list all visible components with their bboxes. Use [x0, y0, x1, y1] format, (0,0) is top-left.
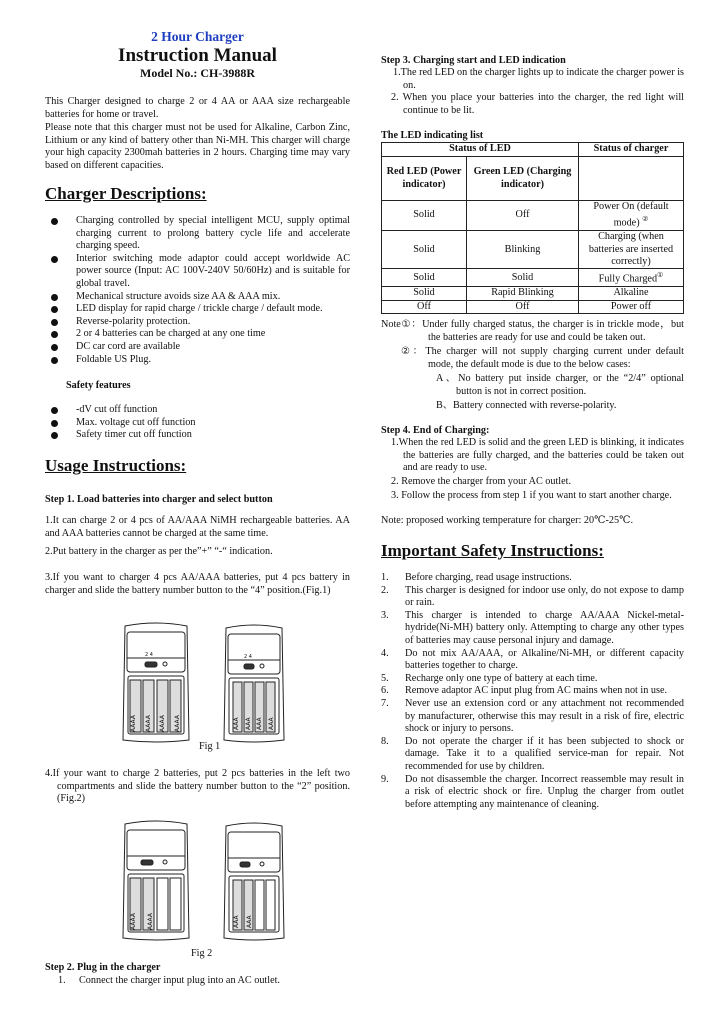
- step4-item-2: 2. Remove the charger from your AC outlet.: [391, 476, 572, 487]
- step2-item: Connect the charger input plug into an AC outlet.: [79, 975, 280, 986]
- table-row: [382, 287, 684, 300]
- table-cell: Off: [467, 201, 579, 231]
- list-item: Reverse-polarity protection.: [51, 316, 350, 329]
- bullet-icon: [51, 218, 58, 225]
- battery-label: AAAA: [130, 715, 137, 732]
- list-item: 3. This charger is intended to charge AA/AAA Nickel-metal-hydride(Ni-MH) battery only. Attempting to charge any other types of batteries may cause personal injury and damage.: [381, 609, 684, 646]
- battery-label: AAAA: [144, 715, 152, 732]
- table-row: [382, 269, 684, 287]
- table-row: [382, 157, 684, 201]
- switch-label: 2 4: [145, 652, 153, 658]
- note-2: ②：The charger will not supply charging current under default mode, the default mode is due to the below cases:: [401, 346, 684, 370]
- bullet-icon: [51, 319, 58, 326]
- step4-item-3: 3. Follow the process from step 1 if you want to start another charge.: [391, 490, 672, 501]
- battery-label: AAA: [233, 717, 240, 730]
- table-cell: Solid: [467, 269, 579, 287]
- step3-item-1: 1.The red LED on the charger lights up to indicate the charger power is on.: [393, 67, 684, 91]
- charger-illustration-aaa: [220, 624, 288, 744]
- step4-heading: Step 4. End of Charging:: [381, 425, 490, 436]
- table-cell: Power On (default mode) ②: [579, 201, 684, 231]
- charger-illustration-aa-two: [119, 820, 193, 942]
- safety-features-heading: Safety features: [66, 380, 131, 391]
- bullet-icon: [51, 306, 58, 313]
- table-cell: Off: [467, 300, 579, 313]
- battery-label: AAA: [244, 717, 252, 730]
- bullet-icon: [51, 357, 58, 364]
- table-cell: Rapid Blinking: [467, 287, 579, 300]
- list-item: 9. Do not disassemble the charger. Incorrect reassemble may result in a risk of electric shock or fire. Unplug the charger from outlet before attempting any maintenance of cleaning.: [381, 773, 684, 810]
- bullet-icon: [51, 331, 58, 338]
- fig2-caption: Fig 2: [191, 948, 213, 959]
- list-item: Max. voltage cut off function: [51, 417, 350, 430]
- document-subtitle: 2 Hour Charger: [151, 29, 244, 44]
- fig1-caption: Fig 1: [199, 741, 221, 752]
- switch-label: 2 4: [244, 654, 252, 660]
- usage-heading: Usage Instructions:: [45, 456, 187, 475]
- battery-label: AAA: [267, 717, 275, 730]
- list-item: 2. This charger is designed for indoor use only, do not expose to damp or rain.: [381, 584, 684, 609]
- list-item: Charging controlled by special intelligent MCU, supply optimal charging current to prolong battery cycle life and accelerate charging speed.: [51, 215, 350, 253]
- bullet-icon: [51, 420, 58, 427]
- safety-features-list: [51, 404, 350, 442]
- table-cell: Solid: [382, 269, 467, 287]
- document-title: Instruction Manual: [118, 45, 277, 66]
- safety-list: [381, 572, 684, 811]
- bullet-icon: [51, 432, 58, 439]
- step1-heading: Step 1. Load batteries into charger and select button: [45, 494, 273, 505]
- intro-paragraph-2: Please note that this charger must not be used for Alkaline, Carbon Zinc, Lithium or any kind of battery other than Ni-MH. This charger will charge your high capacity 2300mah batteries in 2 hours. Charging time may vary based on different capacities.: [45, 122, 350, 171]
- battery-label: AAAA: [147, 913, 154, 930]
- led-table-title: The LED indicating list: [381, 130, 484, 141]
- list-item: Safety timer cut off function: [51, 429, 350, 442]
- bullet-icon: [51, 294, 58, 301]
- step3-item-2: 2. When you place your batteries into the charger, the red light will continue to be lit.: [391, 92, 684, 116]
- bullet-icon: [51, 256, 58, 263]
- step3-heading: Step 3. Charging start and LED indication: [381, 55, 566, 66]
- battery-label: AAA: [233, 915, 240, 928]
- list-item: Foldable US Plug.: [51, 354, 350, 367]
- step2-heading: Step 2. Plug in the charger: [45, 962, 161, 973]
- list-item: 6. Remove adaptor AC input plug from AC mains when not in use.: [381, 685, 668, 697]
- list-item: LED display for rapid charge / trickle charge / default mode.: [51, 303, 350, 316]
- step1-paragraph-1: 1.It can charge 2 or 4 pcs of AA/AAA NiMH rechargeable batteries. AA and AAA batteries cannot be charged at the same time.: [45, 515, 350, 539]
- table-cell: Power off: [579, 300, 684, 313]
- led-status-table: [381, 142, 684, 314]
- list-item: -dV cut off function: [51, 404, 350, 417]
- step1-paragraph-2: 2.Put battery in the charger as per the”+” “-“ indication.: [45, 546, 273, 557]
- note-2a: A、No battery put inside charger, or the “2/4” optional button is not in correct position.: [436, 373, 684, 397]
- battery-label: AAA: [246, 915, 253, 928]
- table-header-led: Status of LED: [382, 143, 579, 157]
- battery-label: AAAA: [130, 913, 137, 930]
- descriptions-heading: Charger Descriptions:: [45, 184, 207, 203]
- descriptions-list: [51, 215, 350, 366]
- list-item: 1. Before charging, read usage instructions.: [381, 572, 572, 583]
- note-2b: B、Battery connected with reverse-polarity.: [436, 400, 617, 411]
- table-row: [382, 300, 684, 313]
- list-item: 4. Do not mix AA/AAA, or Alkaline/Ni-MH, or different capacity batteries together to charge.: [381, 647, 684, 672]
- step1-paragraph-3: 3.If you want to charger 4 pcs AA/AAA batteries, put 4 pcs battery in charger and slide the battery number button to the “4” position.(Fig.1): [45, 572, 350, 596]
- model-number: Model No.: CH-3988R: [140, 66, 255, 80]
- table-cell: Charging (when batteries are inserted correctly): [579, 231, 684, 269]
- table-cell: Blinking: [467, 231, 579, 269]
- table-subheader-green: Green LED (Charging indicator): [467, 157, 579, 201]
- table-row: [382, 231, 684, 269]
- step1-paragraph-4: 4.If your want to charge 2 batteries, put 2 pcs batteries in the left two compartments and slide the battery number button to the “2” position.(Fig.2): [45, 768, 350, 805]
- list-item: DC car cord are available: [51, 341, 350, 354]
- list-item: 2 or 4 batteries can be charged at any one time: [51, 328, 350, 341]
- battery-label: AAAA: [159, 715, 167, 732]
- list-item: 5. Recharge only one type of battery at each time.: [381, 672, 598, 684]
- list-item: 7. Never use an extension cord or any attachment not recommended by manufacturer, otherwise this may result in a risk of fire, electric shock or injury to persons.: [381, 697, 684, 735]
- table-cell: Alkaline: [579, 287, 684, 300]
- battery-label: AAAA: [173, 715, 181, 732]
- step4-note: Note: proposed working temperature for charger: 20℃-25℃.: [381, 515, 634, 526]
- bullet-icon: [51, 407, 58, 414]
- table-subheader-red: Red LED (Power indicator): [382, 157, 467, 201]
- safety-heading: Important Safety Instructions:: [381, 541, 604, 560]
- intro-paragraph-1: This Charger designed to charge 2 or 4 AA or AAA size rechargeable batteries for home or travel.: [45, 96, 350, 120]
- table-cell: [579, 157, 684, 201]
- list-item: 8. Do not operate the charger if it has been subjected to shock or damage. Take it to a qualified service-man for repair. Not recommended for use by children.: [381, 735, 684, 772]
- table-cell: Solid: [382, 287, 467, 300]
- table-cell: Solid: [382, 231, 467, 269]
- charger-illustration-aaa-two: [220, 822, 288, 942]
- table-cell: Solid: [382, 201, 467, 231]
- table-row: [382, 201, 684, 231]
- list-item: Mechanical structure avoids size AA & AAA mix.: [51, 291, 350, 304]
- charger-illustration-aa: [119, 622, 193, 744]
- table-row: [382, 143, 684, 157]
- bullet-icon: [51, 344, 58, 351]
- list-item: Interior switching mode adaptor could accept worldwide AC power source (Input: AC 100V-240V 50/60Hz) and is suitable for global travel.: [51, 253, 350, 291]
- table-cell: Fully Charged①: [579, 269, 684, 287]
- note-1: Note①：Under fully charged status, the charger is in trickle mode，but the batteries are ready for use and could be taken out.: [381, 319, 684, 343]
- step2-item-number: 1.: [58, 975, 66, 986]
- table-cell: Off: [382, 300, 467, 313]
- battery-label: AAA: [256, 717, 264, 730]
- step4-item-1: 1.When the red LED is solid and the green LED is blinking, it indicates the batteries are fully charged, and the batteries could be taken out and are ready to use.: [391, 437, 684, 474]
- table-header-charger: Status of charger: [579, 143, 684, 157]
